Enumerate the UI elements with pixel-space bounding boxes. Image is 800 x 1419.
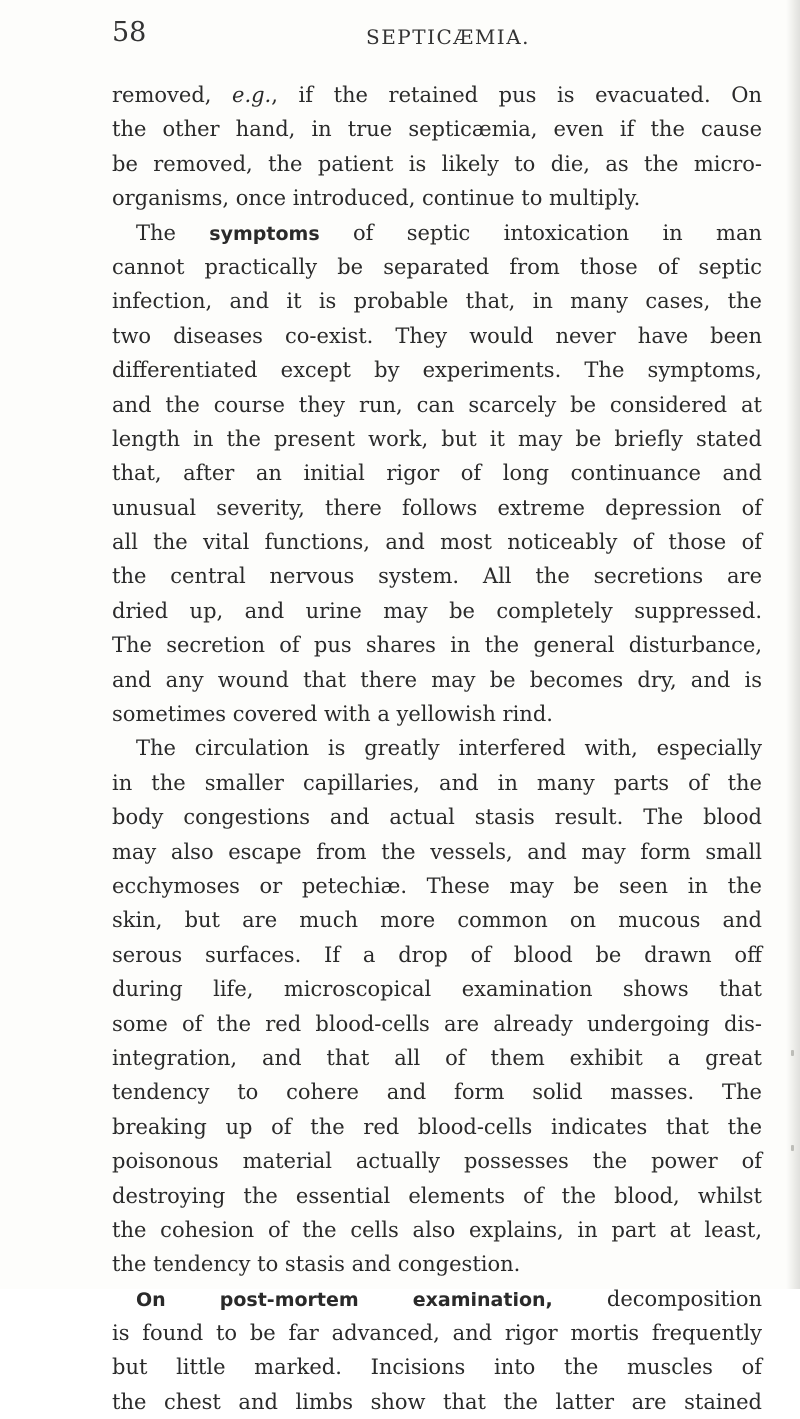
text-line: breaking up of the red blood-cells indicates that the xyxy=(112,1114,762,1139)
text-line: and any wound that there may be becomes dry, and is xyxy=(112,667,762,692)
symptoms-rest: of septic intoxication in man xyxy=(319,220,762,245)
text-line: differentiated except by experiments. The symptoms, xyxy=(112,358,762,383)
text-line: the central nervous system. All the secretions are xyxy=(112,564,762,589)
text-line: sometimes covered with a yellowish rind. xyxy=(112,702,553,727)
text-line: integration, and that all of them exhibit a great xyxy=(112,1045,762,1070)
text-line: serous surfaces. If a drop of blood be drawn off xyxy=(112,942,762,967)
text-line: that, after an initial rigor of long continuance and xyxy=(112,461,762,486)
text-line: length in the present work, but it may be briefly stated xyxy=(112,426,762,451)
postmortem-heading: On post-mortem examination, xyxy=(136,1288,553,1311)
text-line: cannot practically be separated from those of septic xyxy=(112,254,762,279)
text-line: the cohesion of the cells also explains, in part at least, xyxy=(112,1217,762,1242)
text-line: may also escape from the vessels, and may form small xyxy=(112,839,762,864)
page-edge-mark xyxy=(791,1050,794,1056)
postmortem-rest: decomposition xyxy=(552,1286,763,1311)
text-line: organisms, once introduced, continue to multiply. xyxy=(112,186,641,211)
running-head: SEPTICÆMIA. xyxy=(366,25,530,49)
postmortem-paragraph-start xyxy=(112,1282,762,1316)
latin-abbreviation: e.g. xyxy=(232,83,272,107)
text-line: the chest and limbs show that the latter are stained xyxy=(112,1389,762,1414)
text-line: destroying the essential elements of the blood, whilst xyxy=(112,1183,762,1208)
text-line: in the smaller capillaries, and in many parts of the xyxy=(112,770,762,795)
text-line: dried up, and urine may be completely suppressed. xyxy=(112,598,762,623)
symptoms-paragraph-start xyxy=(112,216,762,250)
text-line: and the course they run, can scarcely be considered at xyxy=(112,392,762,417)
text-line: the tendency to stasis and congestion. xyxy=(112,1252,521,1277)
text-line: during life, microscopical examination shows that xyxy=(112,977,762,1002)
text-line: skin, but are much more common on mucous and xyxy=(112,908,762,933)
text-line: but little marked. Incisions into the muscles of xyxy=(112,1355,762,1380)
page-number: 58 xyxy=(112,17,147,48)
text-line: two diseases co-exist. They would never have been xyxy=(112,323,762,348)
body-text xyxy=(112,78,762,1419)
text-line: is found to be far advanced, and rigor mortis frequently xyxy=(112,1321,762,1346)
text-line: poisonous material actually possesses the power of xyxy=(112,1149,762,1174)
text-line: removed, e.g., if the retained pus is evacuated. On xyxy=(112,83,762,107)
text-line: all the vital functions, and most noticeably of those of xyxy=(112,530,762,555)
text-line: tendency to cohere and form solid masses. The xyxy=(112,1080,762,1105)
text-line: some of the red blood-cells are already undergoing dis- xyxy=(112,1011,762,1036)
text-line: the other hand, in true septicæmia, even if the cause xyxy=(112,117,762,142)
text-line: be removed, the patient is likely to die, as the micro- xyxy=(112,151,762,176)
page-edge-mark xyxy=(791,1145,794,1151)
text-line: body congestions and actual stasis result. The blood xyxy=(112,805,762,830)
text-line: unusual severity, there follows extreme depression of xyxy=(112,495,762,520)
text-line: ecchymoses or petechiæ. These may be seen in the xyxy=(112,873,762,898)
text-line: infection, and it is probable that, in many cases, the xyxy=(112,289,762,314)
symptoms-lead: The xyxy=(136,220,210,245)
page-edge-shadow xyxy=(786,0,800,1289)
text-line: The secretion of pus shares in the general disturbance, xyxy=(112,633,762,658)
text-line: The circulation is greatly interfered with, especially xyxy=(136,736,762,761)
symptoms-heading: symptoms xyxy=(209,222,320,245)
